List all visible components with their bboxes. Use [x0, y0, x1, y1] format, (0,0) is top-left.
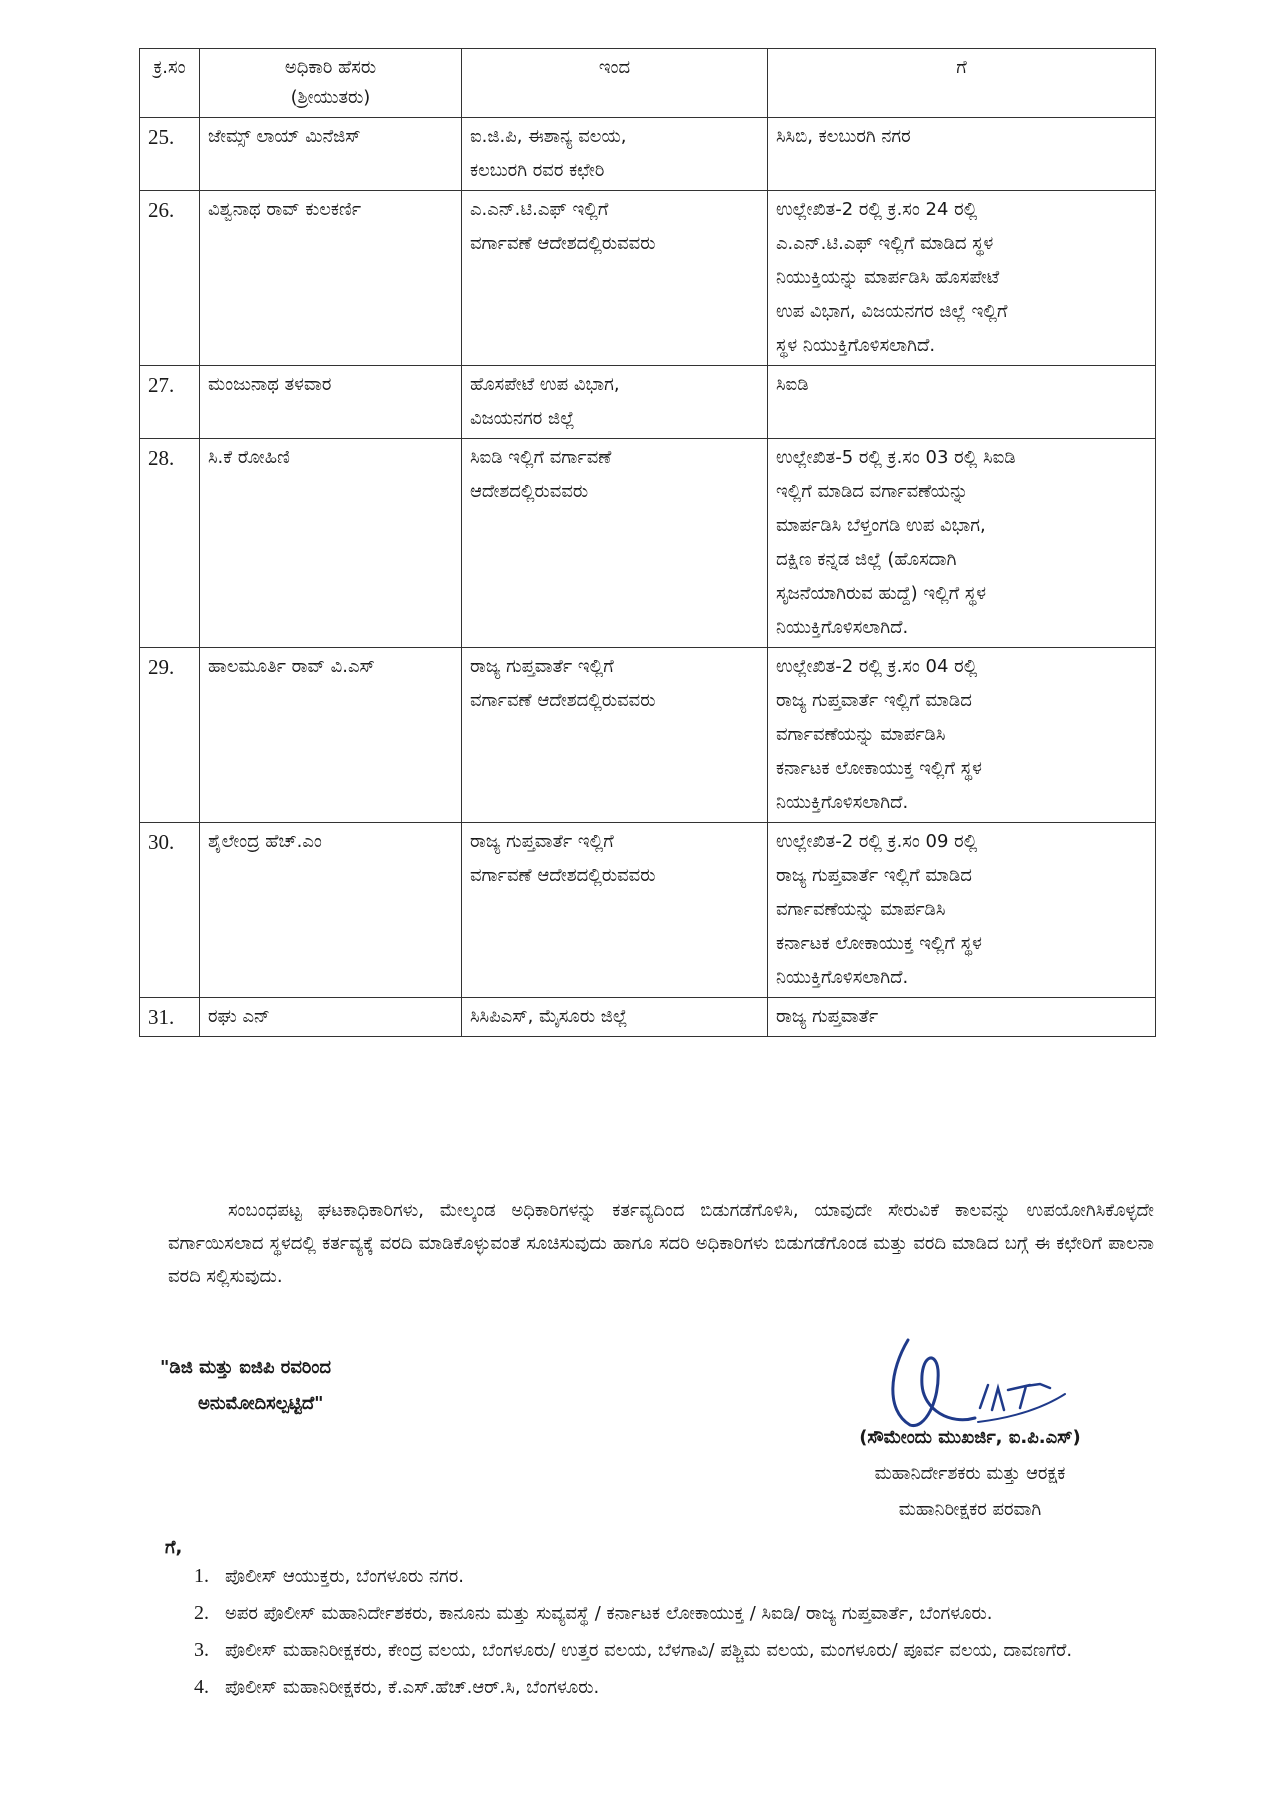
row-officer-name: ಮಂಜುನಾಥ ತಳವಾರ — [200, 366, 462, 439]
signature-block — [790, 1420, 1150, 1528]
row-to-line: ಸಿಸಿಬಿ, ಕಲಬುರಗಿ ನಗರ — [776, 126, 911, 147]
row-officer-name: ಶೈಲೇಂದ್ರ ಹೆಚ್.ಎಂ — [200, 823, 462, 998]
row-from-line: ವರ್ಗಾವಣೆ ಆದೇಶದಲ್ಲಿರುವವರು — [470, 865, 656, 886]
recipient-item — [160, 1634, 1156, 1667]
header-officer-name-line2: (ಶ್ರೀಯುತರು) — [290, 87, 371, 108]
approval-note — [160, 1350, 331, 1422]
row-to-line: ನಿಯುಕ್ತಿಗೊಳಿಸಲಾಗಿದೆ. — [776, 617, 909, 638]
row-to-line: ಉಲ್ಲೇಖಿತ-2 ರಲ್ಲಿ ಕ್ರ.ಸಂ 04 ರಲ್ಲಿ — [776, 656, 978, 677]
row-to — [768, 439, 1156, 648]
row-officer-name: ರಘು ಎನ್ — [200, 998, 462, 1037]
row-to — [768, 118, 1156, 191]
row-to — [768, 191, 1156, 366]
row-from — [462, 191, 768, 366]
header-officer-name-line1: ಅಧಿಕಾರಿ ಹೆಸರು — [284, 57, 377, 78]
row-to-line: ಇಲ್ಲಿಗೆ ಮಾಡಿದ ವರ್ಗಾವಣೆಯನ್ನು — [776, 481, 969, 502]
row-officer-name: ಜೇಮ್ಸ್ ಲಾಯ್ ಮಿನೆಜಿಸ್ — [200, 118, 462, 191]
row-to — [768, 998, 1156, 1037]
row-to-line: ನಿಯುಕ್ತಿಗೊಳಿಸಲಾಗಿದೆ. — [776, 792, 909, 813]
row-to-line: ವರ್ಗಾವಣೆಯನ್ನು ಮಾರ್ಪಡಿಸಿ — [776, 899, 946, 920]
recipient-text: ಪೊಲೀಸ್ ಮಹಾನಿರೀಕ್ಷಕರು, ಕೆ.ಎಸ್.ಹೆಚ್.ಆರ್.ಸಿ, ಬೆಂಗಳೂರು. — [225, 1677, 600, 1698]
row-serial-no: 29. — [140, 648, 200, 823]
table-row — [140, 823, 1156, 998]
row-to — [768, 648, 1156, 823]
signatory-name: (ಸೌಮೇಂದು ಮುಖರ್ಜಿ, ಐ.ಪಿ.ಎಸ್) — [859, 1427, 1081, 1448]
row-from-line: ಆದೇಶದಲ್ಲಿರುವವರು — [470, 481, 589, 502]
row-serial-no: 28. — [140, 439, 200, 648]
signatory-title-line2: ಮಹಾನಿರೀಕ್ಷಕರ ಪರವಾಗಿ — [898, 1499, 1042, 1520]
row-from-line: ರಾಜ್ಯ ಗುಪ್ತವಾರ್ತೆ ಇಲ್ಲಿಗೆ — [470, 656, 614, 677]
row-to-line: ನಿಯುಕ್ತಿಗೊಳಿಸಲಾಗಿದೆ. — [776, 967, 909, 988]
row-to-line: ನಿಯುಕ್ತಿಯನ್ನು ಮಾರ್ಪಡಿಸಿ ಹೊಸಪೇಟೆ — [776, 267, 1000, 288]
row-to-line: ವರ್ಗಾವಣೆಯನ್ನು ಮಾರ್ಪಡಿಸಿ — [776, 724, 946, 745]
row-serial-no: 26. — [140, 191, 200, 366]
row-from — [462, 998, 768, 1037]
table-row — [140, 191, 1156, 366]
row-to-line: ಸ್ಥಳ ನಿಯುಕ್ತಿಗೊಳಿಸಲಾಗಿದೆ. — [776, 335, 936, 356]
row-to-line: ಉಲ್ಲೇಖಿತ-2 ರಲ್ಲಿ ಕ್ರ.ಸಂ 24 ರಲ್ಲಿ — [776, 199, 978, 220]
signatory-title-line1: ಮಹಾನಿರ್ದೇಶಕರು ಮತ್ತು ಆರಕ್ಷಕ — [874, 1463, 1066, 1484]
recipient-number: 1. — [194, 1565, 209, 1587]
row-to-line: ಕರ್ನಾಟಕ ಲೋಕಾಯುಕ್ತ ಇಲ್ಲಿಗೆ ಸ್ಥಳ — [776, 758, 982, 779]
row-officer-name: ಹಾಲಮೂರ್ತಿ ರಾವ್ ವಿ.ಎಸ್ — [200, 648, 462, 823]
row-to-line: ಉಲ್ಲೇಖಿತ-5 ರಲ್ಲಿ ಕ್ರ.ಸಂ 03 ರಲ್ಲಿ ಸಿಐಡಿ — [776, 447, 1016, 468]
row-officer-name: ಸಿ.ಕೆ ರೋಹಿಣಿ — [200, 439, 462, 648]
table-body — [140, 118, 1156, 1037]
row-to-line: ಎ.ಎನ್.ಟಿ.ಎಫ್ ಇಲ್ಲಿಗೆ ಮಾಡಿದ ಸ್ಥಳ — [776, 233, 994, 254]
row-from-line: ಕಲಬುರಗಿ ರವರ ಕಛೇರಿ — [470, 160, 605, 181]
row-to-line: ದಕ್ಷಿಣ ಕನ್ನಡ ಜಿಲ್ಲೆ (ಹೊಸದಾಗಿ — [776, 549, 957, 570]
row-from — [462, 823, 768, 998]
row-officer-name: ವಿಶ್ವನಾಥ ರಾವ್ ಕುಲಕರ್ಣಿ — [200, 191, 462, 366]
row-to-line: ರಾಜ್ಯ ಗುಪ್ತವಾರ್ತೆ — [776, 1006, 879, 1027]
row-serial-no: 30. — [140, 823, 200, 998]
approval-line1: "ಡಿಜಿ ಮತ್ತು ಐಜಿಪಿ ರವರಿಂದ — [160, 1357, 331, 1378]
row-serial-no: 31. — [140, 998, 200, 1037]
row-to-line: ಸಿಐಡಿ — [776, 374, 809, 395]
header-from: ಇಂದ — [462, 49, 768, 118]
recipient-text: ಪೊಲೀಸ್ ಆಯುಕ್ತರು, ಬೆಂಗಳೂರು ನಗರ. — [225, 1566, 465, 1587]
recipients-list — [160, 1560, 1156, 1708]
instruction-paragraph: ಸಂಬಂಧಪಟ್ಟ ಘಟಕಾಧಿಕಾರಿಗಳು, ಮೇಲ್ಕಂಡ ಅಧಿಕಾರಿಗಳನ್ನು ಕರ್ತವ್ಯದಿಂದ ಬಿಡುಗಡೆಗೊಳಿಸಿ, ಯಾವುದೇ ಸೇರುವಿಕೆ ಕಾಲವನ್ನು ಉಪಯೋಗಿಸಿಕೊಳ್ಳದೇ ವರ್ಗಾಯಿಸಲಾದ ಸ್ಥಳದಲ್ಲಿ ಕರ್ತವ್ಯಕ್ಕೆ ವರದಿ ಮಾಡಿಕೊಳ್ಳುವಂತೆ ಸೂಚಿಸುವುದು ಹಾಗೂ ಸದರಿ ಅಧಿಕಾರಿಗಳು ಬಿಡುಗಡೆಗೊಂಡ ಮತ್ತು ವರದಿ ಮಾಡಿದ ಬಗ್ಗೆ ಈ ಕಛೇರಿಗೆ ಪಾಲನಾ ವರದಿ ಸಲ್ಲಿಸುವುದು. — [168, 1200, 1154, 1287]
table-row — [140, 118, 1156, 191]
row-to-line: ಮಾರ್ಪಡಿಸಿ ಬೆಳ್ತಂಗಡಿ ಉಪ ವಿಭಾಗ, — [776, 515, 986, 536]
row-from-line: ಸಿಸಿಪಿಎಸ್, ಮೈಸೂರು ಜಿಲ್ಲೆ — [470, 1006, 628, 1027]
recipients-label: ಗೆ, — [165, 1537, 183, 1558]
row-to-line: ಉಲ್ಲೇಖಿತ-2 ರಲ್ಲಿ ಕ್ರ.ಸಂ 09 ರಲ್ಲಿ — [776, 831, 978, 852]
row-to-line: ರಾಜ್ಯ ಗುಪ್ತವಾರ್ತೆ ಇಲ್ಲಿಗೆ ಮಾಡಿದ — [776, 690, 972, 711]
approval-line2: ಅನುಮೋದಿಸಲ್ಪಟ್ಟಿದೆ" — [198, 1393, 324, 1414]
row-from — [462, 366, 768, 439]
recipient-text: ಅಪರ ಪೊಲೀಸ್ ಮಹಾನಿರ್ದೇಶಕರು, ಕಾನೂನು ಮತ್ತು ಸುವ್ಯವಸ್ಥೆ / ಕರ್ನಾಟಕ ಲೋಕಾಯುಕ್ತ / ಸಿಐಡಿ/ ರಾಜ್ಯ ಗುಪ್ತವಾರ್ತೆ, ಬೆಂಗಳೂರು. — [225, 1603, 993, 1624]
row-to — [768, 823, 1156, 998]
row-to-line: ಕರ್ನಾಟಕ ಲೋಕಾಯುಕ್ತ ಇಲ್ಲಿಗೆ ಸ್ಥಳ — [776, 933, 982, 954]
table-row — [140, 366, 1156, 439]
table-row — [140, 998, 1156, 1037]
table-header-row — [140, 49, 1156, 118]
recipient-item — [160, 1671, 1156, 1704]
row-from-line: ಐ.ಜಿ.ಪಿ, ಈಶಾನ್ಯ ವಲಯ, — [470, 126, 627, 147]
row-from-line: ಎ.ಎನ್.ಟಿ.ಎಫ್ ಇಲ್ಲಿಗೆ — [470, 199, 609, 220]
transfer-table — [139, 48, 1156, 1037]
row-to-line: ಸೃಜನೆಯಾಗಿರುವ ಹುದ್ದೆ) ಇಲ್ಲಿಗೆ ಸ್ಥಳ — [776, 583, 987, 604]
row-from — [462, 648, 768, 823]
row-from-line: ವರ್ಗಾವಣೆ ಆದೇಶದಲ್ಲಿರುವವರು — [470, 233, 656, 254]
table-row — [140, 648, 1156, 823]
header-serial-no: ಕ್ರ.ಸಂ — [140, 49, 200, 118]
row-from-line: ಹೊಸಪೇಟೆ ಉಪ ವಿಭಾಗ, — [470, 374, 620, 395]
recipient-number: 2. — [194, 1602, 209, 1624]
row-serial-no: 25. — [140, 118, 200, 191]
recipient-number: 4. — [194, 1676, 209, 1698]
row-from — [462, 118, 768, 191]
recipient-text: ಪೊಲೀಸ್ ಮಹಾನಿರೀಕ್ಷಕರು, ಕೇಂದ್ರ ವಲಯ, ಬೆಂಗಳೂರು/ ಉತ್ತರ ವಲಯ, ಬೆಳಗಾವಿ/ ಪಶ್ಚಿಮ ವಲಯ, ಮಂಗಳೂರು/ ಪೂರ್ವ ವಲಯ, ದಾವಣಗೆರೆ. — [225, 1640, 1073, 1661]
recipient-item — [160, 1560, 1156, 1593]
recipient-number: 3. — [194, 1639, 209, 1661]
row-serial-no: 27. — [140, 366, 200, 439]
table-row — [140, 439, 1156, 648]
header-officer-name — [200, 49, 462, 118]
row-to — [768, 366, 1156, 439]
row-from-line: ಸಿಐಡಿ ಇಲ್ಲಿಗೆ ವರ್ಗಾವಣೆ — [470, 447, 612, 468]
row-from-line: ವರ್ಗಾವಣೆ ಆದೇಶದಲ್ಲಿರುವವರು — [470, 690, 656, 711]
row-to-line: ರಾಜ್ಯ ಗುಪ್ತವಾರ್ತೆ ಇಲ್ಲಿಗೆ ಮಾಡಿದ — [776, 865, 972, 886]
header-to: ಗೆ — [768, 49, 1156, 118]
recipient-item — [160, 1597, 1156, 1630]
row-to-line: ಉಪ ವಿಭಾಗ, ವಿಜಯನಗರ ಜಿಲ್ಲೆ ಇಲ್ಲಿಗೆ — [776, 301, 1008, 322]
row-from-line: ರಾಜ್ಯ ಗುಪ್ತವಾರ್ತೆ ಇಲ್ಲಿಗೆ — [470, 831, 614, 852]
row-from-line: ವಿಜಯನಗರ ಜಿಲ್ಲೆ — [470, 408, 575, 429]
row-from — [462, 439, 768, 648]
